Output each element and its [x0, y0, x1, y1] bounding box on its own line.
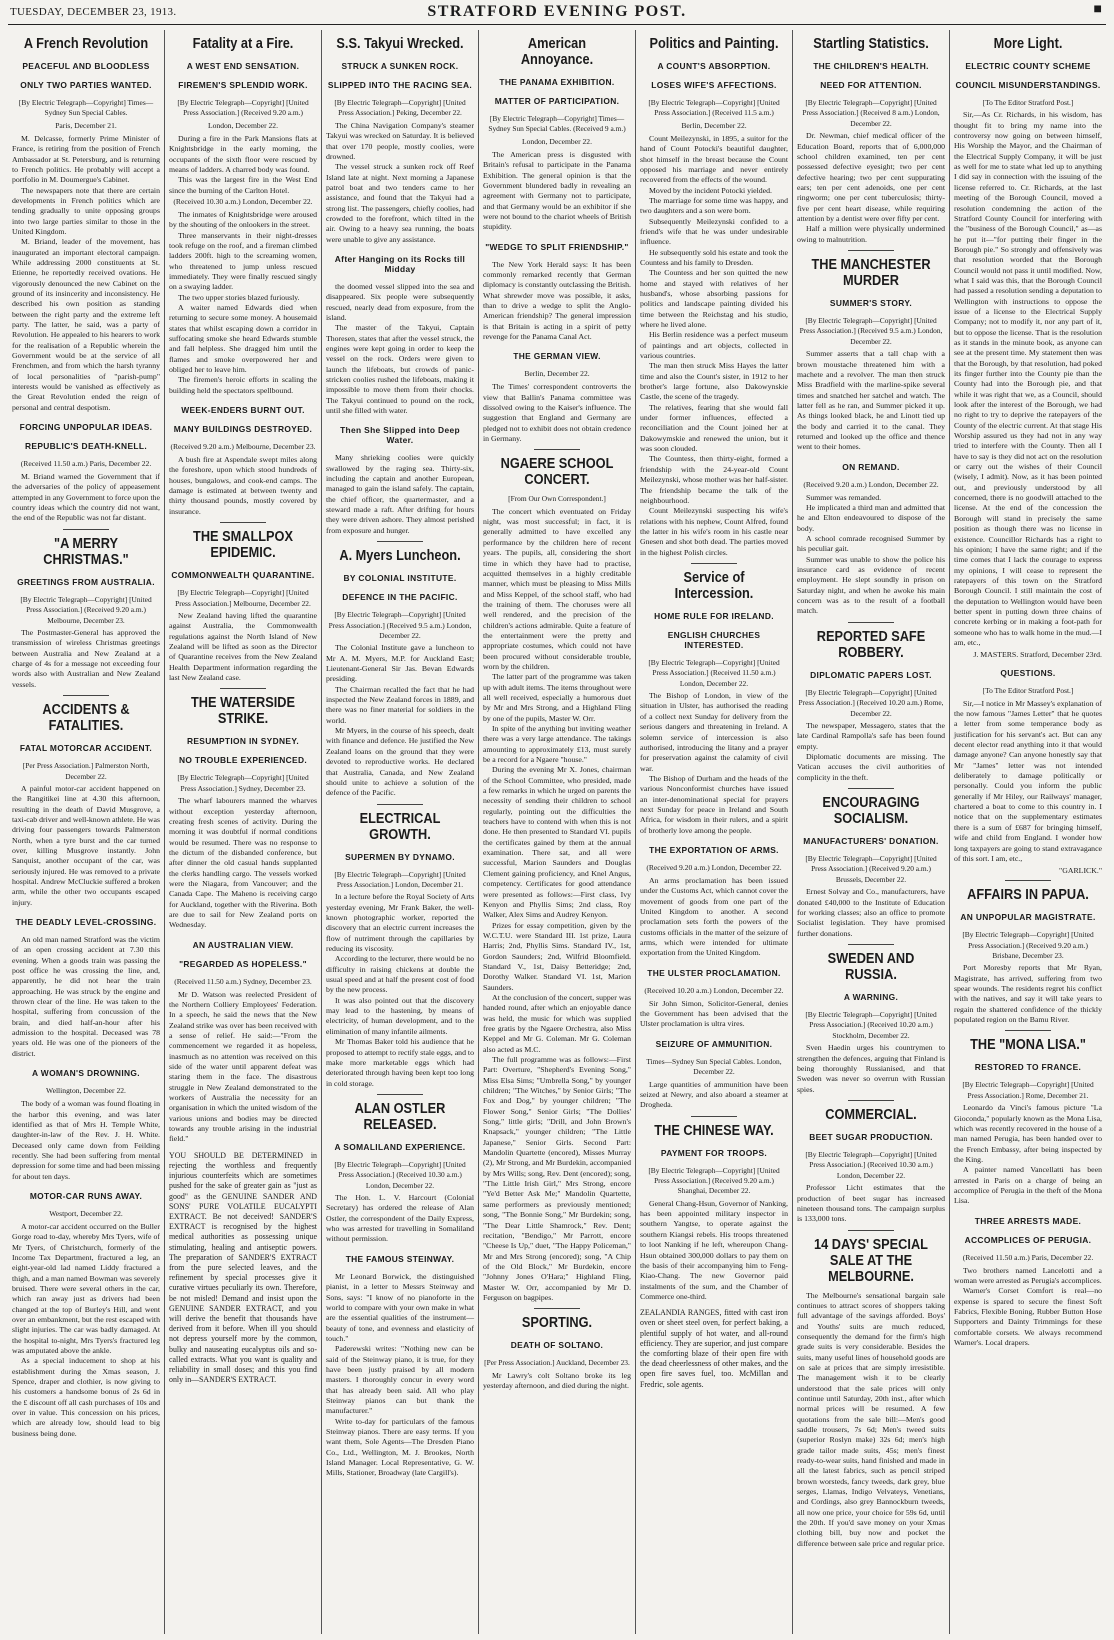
article-paragraph: The Countess, then thirty-eight, formed a friendship with the 24-year-old Count Meilezynski, whose mother was her half-sister. The friendship became the talk of the neighbourhood.: [640, 454, 788, 505]
subheading: THREE ARRESTS MADE.: [974, 1215, 1082, 1226]
cable-credit: [By Electric Telegraph—Copyright] Times—Sydney Sun Special Cables. (Received 9 a.m.): [488, 114, 626, 134]
article-paragraph: The newspapers note that there are certain developments in French politics which are tending gradually to unite opposing groups into two large parties similar to those in the United Kingdom.: [12, 185, 160, 236]
dateline: (Received 9.20 a.m.) Melbourne, December 23.: [170, 442, 316, 452]
subheading: ACCOMPLICES OF PERUGIA.: [964, 1234, 1092, 1245]
headline: ALAN OSTLER RELEASED.: [354, 1100, 446, 1133]
article-paragraph: the doomed vessel slipped into the sea and disappeared. Six people were subsequently rescued, nearly dead from exposure, from the island.: [326, 281, 474, 322]
subheading: FORCING UNPOPULAR IDEAS.: [19, 422, 153, 433]
headline: A. Myers Luncheon.: [339, 548, 461, 565]
article-paragraph: The firemen's heroic efforts in scaling the building held the spectators spellbound.: [169, 375, 317, 395]
article-paragraph: M. Delcasse, formerly Prime Minister of France, is retiring from the position of French Ambassador at St. Petersburg, and is returning to French politics. He probably will accept a portfolio in M. Doumergue's Cabinet.: [12, 133, 160, 185]
cable-credit: [By Electric Telegraph—Copyright] [United Press Association.] (Received 9.20 a.m.) Melbourne, December 23.: [20, 594, 152, 625]
article-paragraph: Mr Leonard Borwick, the distinguished pianist, in a letter to Messrs Steinway and Sons, says: "I know of no pianoforte in the world to compare with your own make in what are the essential qualities of the instrument—beauty of tone, and evenness and elasticity of touch.": [326, 1271, 474, 1343]
cable-credit: [By Electric Telegraph—Copyright] Times—Sydney Sun Special Cables.: [18, 98, 154, 118]
article-paragraph: The man then struck Miss Hayes the latter time and also the Count's sister, in 1912 to her brother's large fortune, also Dakowynskie Castle, the scene of the tragedy.: [640, 361, 788, 402]
subheading: THE EXPORTATION OF ARMS.: [649, 844, 779, 855]
cable-credit: [By Electric Telegraph—Copyright] [United Press Association.] (Received 10.30 a.m.) London, December 22.: [805, 1149, 937, 1180]
article-paragraph: The vessel struck a sunken rock off Reef Island late at night. Next morning a Japanese patrol boat and two tenders came to her assistance, and found that the Takyui had a strong list. The passengers, chiefly coolies, had crowded to the forefront, which tilted in the air. Owing to a heavy sea running, the boats were unable to give any assistance.: [326, 162, 474, 244]
subheading: BEET SUGAR PRODUCTION.: [809, 1131, 933, 1142]
article-paragraph: The inmates of Knightsbridge were aroused by the shouting of the onlookers in the street.: [169, 209, 317, 230]
article-paragraph: The Colonial Institute gave a luncheon to Mr A. M. Myers, M.P. for Auckland East; Lieutenant-General Sir Jas. Bevan Edwards presiding.: [326, 643, 474, 684]
section-rule: [848, 1230, 894, 1231]
article-paragraph: Warner's Corset Comfort is real—no expense is spared to secure the finest Soft Fabrics, Flexible Boning, Rubber Button Hose Supporters and Dainty Trimmings for these comfortable corsets. We always recommend Warner's. Local drapers.: [954, 1286, 1102, 1348]
subheading: DEATH OF SOLTANO.: [510, 1340, 604, 1351]
article-paragraph: The Times' correspondent controverts the view that Ballin's Panama committee was dissolved owing to the Kaiser's influence. The suggestion that England and Germany are pledged not to exhibit does not obtain credence in Germany.: [483, 382, 631, 444]
section-rule: [534, 1308, 580, 1309]
article-paragraph: New Zealand having lifted the quarantine against Australia, the Commonwealth regulations against the North Island of New Zealand will be lifted as soon as the Director of Quarantine receives from the New Zealand Health Department information regarding the last New Zealand case.: [169, 610, 317, 682]
article-paragraph: Two brothers named Lancelotti and a woman were arrested as Perugia's accomplices.: [954, 1265, 1102, 1286]
subheading: PAYMENT FOR TROOPS.: [660, 1147, 768, 1158]
article-paragraph: Port Moresby reports that Mr Ryan, Magistrate, has arrived, suffering from two spear wounds. The residents regret his conflict with the natives, and say it will take years to regain the shattered confidence of the thickly populated region on the Bamu River.: [954, 963, 1102, 1025]
section-rule: [220, 688, 266, 689]
cable-credit: [By Electric Telegraph—Copyright] [United Press Association.] (Received 9.20 a.m.) Brussels, December 22.: [805, 854, 937, 884]
cable-credit: [Per Press Association.] Auckland, December 23.: [484, 1358, 630, 1368]
cable-credit: [To The Editor Stratford Post.]: [982, 98, 1074, 107]
article-paragraph: As a special inducement to shop at his establishment during the Xmas season, J. Spence, draper and clothier, is now giving to his customers a handsome bonus of 2s 6d in the £ discount off all cash purchases of 10s and over in value. This concession on his prices, which are already low, should lead to big business being done.: [12, 1356, 160, 1438]
article-paragraph: Mr Lawry's colt Soltano broke its leg yesterday afternoon, and died during the night.: [483, 1370, 631, 1390]
article-paragraph: A waiter named Edwards died when returning to secure some money. A housemaid states that whilst escaping down a corridor in suffocating smoke she heard Edwards stumble and fall helpless. She dragged him until the flames and smoke overpowered her and obliged her to leave him.: [169, 302, 317, 375]
article-paragraph: Sir,—I notice in Mr Massey's explanation of the now famous "James Letter" that he quotes a letter from some temperance body as justification for his servant's act. But can any decent elector read anything into it that would damage anyone? Can anyone honestly say that Mr "James" letter was not intended deliberately to damage politically or personally. Could you inform the public generally if Mr Hiley, our Railways' manager, chartered a boat to come to this country in. I notice that on the supplementary estimates there is a sum of £687 for bringing himself, wife and child from England. I wonder how long taxpayers are going to stand extravagance of this sort. I am, etc.,: [954, 698, 1102, 863]
article-paragraph: Count Meilezynski suspecting his wife's relations with his nephew, Count Alfred, found the latter in his wife's room in his castle near Gnesen and shot both dead. The parties moved in the highest Polish circles.: [640, 506, 788, 557]
article-paragraph: The body of a woman was found floating in the harbor this evening, and was later identified as that of Mrs H. Temple White, daughter-in-law of the Rev. J. H. White. Deceased only came down from Feilding recently. She had been suffering from mental depression for some time and had been missing for about ten days.: [12, 1099, 160, 1181]
headline: S.S. Takyui Wrecked.: [336, 36, 464, 52]
news-column: [479, 30, 636, 1634]
subheading: SLIPPED INTO THE RACING SEA.: [327, 80, 473, 90]
subheading: DIPLOMATIC PAPERS LOST.: [810, 669, 932, 680]
subheading: SUMMER'S STORY.: [829, 298, 913, 308]
section-rule: [1005, 1030, 1051, 1031]
article-paragraph: He implicated a third man and admitted that he and Elton endeavoured to dispose of the body.: [797, 503, 945, 533]
corner-mark-icon: ■: [1093, 2, 1102, 17]
article-paragraph: Sir,—As Cr. Richards, in his wisdom, has thought fit to bring my name into the controversy now going on between himself, His Worship the Mayor, and the Chairman of the Electrical Supply Company, it will be just as well for me to state what led up to anything I did say in connection with the issuing of the license referred to. Cr. Richards, at the last meeting of the Borough Council, moved a resolution condemning the action of the Stratford County Council for interfering with the "business of the Borough Council," as—as he put it—"for putting their finger in the Borough pie." So strongly and offensively was that resolution worded that the Borough Council would not pass it until modified. Now, what I said was this, that the Borough Council had passed a resolution sending a deputation to Wellington with instructions to oppose the issue of a license to the Electrical Supply Company; not to modify it, nor any part of it, but to oppose the license. That is the resolution as it stands in the minute book, as anyone can see at the present time. My statement then was that the Borough, by that resolution, had poked its finger further into the County pie than the County had into the Borough pie, and that while it was right that we, as a Council, should look after the interest of the Borough, we had no right to try to deprive the ratepayers of the County of the electric current. At that stage His Worship assured us they had not in any way tried to interfere with the County. Then all I have to say is they did not act on the resolution or carry out the wishes of their Council (wisely, I admit). Now, as it has been pointed out, and previously understood by all concerned, there is no goodwill attached to the license. At the end of the concession the Borough will stand in precisely the same position as though there was no license in existence. Councillor Richards has a right to his opinion; I have the same right; and if the time comes that I lack the courage to express my opinions, I will cease to represent the ratepayers of this town on the Stratford Borough Council. I still maintain the cost of the deputation to Wellington would have been better spent in putting down three chains of concrete kerbing or in making a foot-path for someone who has to walk home in the mud.—I am, etc.,: [954, 110, 1102, 647]
article-paragraph: The American press is disgusted with Britain's refusal to participate in the Panama Exhibition. The general opinion is that the Government blundered badly in revealing an agreement with Germany not to participate, and that Germany would be an exhibitor if she were not bound to the chariot wheels of British stupidity.: [483, 149, 631, 232]
article-paragraph: M. Briand, leader of the movement, has inaugurated an important electoral campaign. While addressing 2000 constituents at St. Etienne, he reportedly received ovations. He vigorously denounced the new Cabinet on the ground of its insincerity and inconsistency. He described his own position as standing between the right party and the extreme left party. The latter, he said, was a party of Revolution. He appealed to his hearers to work for the realisation of a Republic wherein the Government would be at the service of all Frenchmen, and from which the harsh tyranny of local personalities of "parish-pump" interests would be vanished as effectively as the Great Revolution ended the reign of personal and central despotism.: [12, 237, 160, 412]
subheading: "WEDGE TO SPLIT FRIENDSHIP.": [485, 241, 629, 252]
article-paragraph: A painful motor-car accident happened on the Rangitikei line at 4.30 this afternoon, resulting in the death of David Musgrove, a taxi-cab driver and well-known athlete. He was driving four passengers towards Palmerston North, when a tyre burst and the car turned over, killing Musgrove instantly. John Sanquist, another occupant of the car, was seriously injured. He was removed to a private hospital. Andrew McCluckie suffered a broken arm, while the other two occupants escaped injury.: [12, 783, 160, 907]
article-paragraph: Summer was remanded.: [806, 492, 882, 502]
headline: Service of Intercession.: [674, 569, 754, 602]
cable-credit: [By Electric Telegraph—Copyright] [United Press Association.] Melbourne, December 22.: [175, 588, 311, 608]
article-paragraph: Leonardo da Vinci's famous picture "La Gioconda," popularly known as the Mona Lisa, which was recently recovered in the house of a man named Perugia, has been handed over to the French Embassy, after being inspected by the King.: [954, 1103, 1102, 1164]
subheading: NO TROUBLE EXPERIENCED.: [178, 755, 308, 766]
headline: THE WATERSIDE STRIKE.: [191, 695, 295, 728]
headline: THE CHINESE WAY.: [654, 1122, 774, 1139]
article-paragraph: Dr. Newman, chief medical officer of the Education Board, reports that of 6,000,000 school children examined, ten per cent possessed defective eyesight; two per cent defective hearing; two per cent suppurating ears; ten per cent adenoids, one per cent ringworm; one per cent tuberculosis; thirty-five per cent heart disease, while requiring attention by a dentist were over fifty per cent.: [797, 131, 945, 223]
article-paragraph: The concert which eventuated on Friday night, was most successful; in fact, it is generally admitted to have excelled any performance by the children here of recent years. The pupils, all, considering the short time in which they have had to practise, acquitted themselves in a highly creditable manner, which must be pleasing to Miss Mills and Miss Keppel, of the school staff, who had the training of them. The choruses were all well rendered, and the precision of the children's actions admirable. Quite a feature of the entertainment were the pretty and appropriate costumes, which could not have been procured without considerable trouble, worn by the children.: [483, 506, 631, 671]
headline: NGAERE SCHOOL CONCERT.: [500, 456, 614, 489]
article-paragraph: Write to-day for particulars of the famous Steinway pianos. There are easy terms. If you want them, Sole Agents—The Dresden Piano Co., Ltd., Wellington, M. J. Brookes, North Island Manager. Local Representative, G. W. Mills, Stationer, Broadway (late Cargill's).: [326, 1416, 474, 1478]
cable-credit: [By Electric Telegraph—Copyright] [United Press Association.] (Received 9.20 a.m.) Shanghai, December 22.: [648, 1165, 780, 1196]
headline: THE MANCHESTER MURDER: [811, 257, 931, 289]
advertisement: YOU SHOULD BE DETERMINED in rejecting the worthless and frequently injurious counterfeits which are sometimes pushed for the sake of greater gain as "just as good" as the GENUINE SANDER AND SONS' PURE VOLATILE EUCALYPTI EXTRACT. Be not deceived! SANDER'S EXTRACT is recognised by the highest medical authorities as possessing unique stimulating, healing and antiseptic powers. The preparation of SANDER'S EXTRACT from the pure selected leaves, and the refinement by special processes give it curative virtues peculiarly its own. Therefore, be not misled! Demand and insist upon the GENUINE SANDER EXTRACT, and you will derive the benefit that thousands have derived from it before. When ill you should not depress yourself more by the common, bulky and nauseating eucalyptus oils and so-called extracts. What you want is quality and reliability in small doses; and this you find only in—SANDER'S EXTRACT.: [169, 1150, 317, 1385]
article-paragraph: Diplomatic documents are missing. The Vatican accuses the civil authorities of complicity in the theft.: [797, 752, 945, 782]
subheading: COUNCIL MISUNDERSTANDINGS.: [955, 80, 1101, 90]
subheading: SEIZURE OF AMMUNITION.: [655, 1038, 773, 1049]
article-paragraph: An old man named Stratford was the victim of an open crossing accident at 7.30 this evening. When a goods train was passing the post office he was crossing the line, and, apparently, he did not hear the train approaching. He was struck by the engine and thrown clear of the line. He was taken to the hospital, suffering from concussion of the brain, and died half-an-hour after his admission to the hospital. Deceased was 78 years old. He was one of the pioneers of the district.: [12, 935, 160, 1058]
subheading: REPUBLIC'S DEATH-KNELL.: [24, 441, 147, 452]
dateline: (Received 9.20 a.m.) London, December 22.: [803, 479, 939, 489]
article-paragraph: The China Navigation Company's steamer Takyui was wrecked on Saturday. It is believed that over 170 people, mostly coolies, were drowned.: [326, 120, 474, 161]
dateline: (Received 11.50 a.m.) Paris, December 22.: [20, 459, 152, 469]
headline: SPORTING.: [521, 1315, 593, 1332]
article-paragraph: General Chang-Hsun, Governor of Nanking, has been appointed military inspector in southern Yangtse, to operate against the southern Kiangsi rebels. His troops threatened to loot Nanking if he left, whereupon Chang-Hsun obtained 300,000 dollars to pay them on the basis of their accompanying him to Feng-Kiao-Chang. The new Governor paid instalments of the sum, and the Chamber of Commerce one-third.: [640, 1198, 789, 1301]
subheading: "REGARDED AS HOPELESS.": [179, 958, 307, 969]
section-rule: [1005, 880, 1051, 881]
headline: Fatality at a Fire.: [192, 36, 294, 52]
subheading: ELECTRIC COUNTY SCHEME: [965, 61, 1091, 71]
article-paragraph: The latter part of the programme was taken up with adult items. The items throughout were all well received, especially a humorous duet by Mr and Mrs Strong, and a Highland Fling by one of the pupils, Master W. Orr.: [483, 672, 631, 723]
subheading: FIREMEN'S SPLENDID WORK.: [178, 80, 308, 90]
article-paragraph: The Bishop of Durham and the heads of the various Nonconformist churches have issued an inter-denominational special for prayers next Sunday for peace in Ireland and South Africa, for wisdom in their rulers, and a spirit of brotherly love among the people.: [640, 773, 788, 835]
subheading: THE GERMAN VIEW.: [513, 351, 601, 362]
article-paragraph: An arms proclamation has been issued under the Customs Act, which cannot cover the movement of goods from one part of the United Kingdom to another. A second proclamation sets forth the powers of the customs officials in the matter of the seizure of arms, which were intended for ultimate exportation from the United Kingdom.: [640, 875, 788, 958]
article-paragraph: Sir John Simon, Solicitor-General, denies the Government has been advised that the Ulster proclamation is ultra vires.: [640, 998, 788, 1029]
news-column: [165, 30, 322, 1634]
subheading: A WARNING.: [843, 992, 899, 1002]
news-column: [793, 30, 950, 1634]
article-paragraph: In spite of the anything but inviting weather there was a very large attendance. The takings amounting to approximately £13, must surely be a record for a Ngaere "house.": [483, 724, 631, 765]
subheading: MOTOR-CAR RUNS AWAY.: [29, 1190, 143, 1201]
cable-credit: [By Electric Telegraph—Copyright] [United Press Association.] (Received 10.20 a.m.) Rome, December 22.: [798, 687, 944, 718]
subheading: SUPERMEN BY DYNAMO.: [345, 851, 455, 862]
article-paragraph: The Hon. L. V. Harcourt (Colonial Secretary) has ordered the release of Alan Ostler, the correspondent of the Daily Express, who was arrested for travelling in Somaliland without permission.: [326, 1193, 474, 1244]
article-paragraph: His Berlin residence was a perfect museum of paintings and art objects, collected in various countries.: [640, 330, 788, 361]
article-paragraph: Mr Myers, in the course of his speech, dealt with finance and defence. He justified the New Zealand loans on the ground that they were devoted to reproductive works. He declared that Australia, Canada, and New Zealand should unite to achieve a solution of the defence of the Pacific.: [326, 726, 474, 798]
section-rule: [377, 541, 423, 542]
subheading: RESTORED TO FRANCE.: [974, 1062, 1082, 1073]
subheading: THE DEADLY LEVEL-CROSSING.: [15, 917, 157, 928]
subheading: COMMONWEALTH QUARANTINE.: [171, 570, 315, 581]
article-paragraph: Professor Licht estimates that the production of beet sugar has increased nineteen thousand tons. The campaign surplus is 133,000 tons.: [797, 1183, 945, 1224]
article-paragraph: It was also pointed out that the discovery may lead to the hastening, by means of electricity, of human development, and to the elimination of many infantile ailments.: [326, 995, 474, 1036]
headline: THE SMALLPOX EPIDEMIC.: [193, 529, 293, 562]
dateline: Berlin, December 22.: [681, 120, 747, 130]
article-paragraph: The full programme was as follows:—First Part: Overture, "Shepherd's Evening Song," Miss Elsa Sims; "Umbrella Song," by younger children; "The Witches," by Senior Girls; "The Fox and Dog," by younger children; "The Flower Song," Senior Girls; "The Dollies' Song," little girls; "Drill, and John Brown's Knapsack," younger children; "The Little Japanese," Senior Girls. Second Part: Mandolin Quartette (encored), Misses Murray (2), Mr Strong, and Mr Burdekin, accompanied by Mrs Wills; song, Rev. Dent (encored); song, "The Little Irish Girl," Mrs Strong, encore "Ye'd Better Ask Me;" Mandolin Quartette, same performers as previously mentioned; song, "The Bonnie Song," Mr Burdekin; song, "The Dear Little Shamrock," Rev. Dent; recitation, "Bendigo," Mr Parrott, encore "Cheese Is Up," duet, "The Happy Policeman," Mr and Mrs Strong (encored); song, "A Chip of the Old Block," Mr Burdekin, encore "Johnny Jones O'Hara;" Highland Fling, Master W. Orr, accompanied by Mr D. Ferguson on bagpipes.: [483, 1055, 631, 1302]
article-paragraph: A school comrade recognised Summer by his peculiar gait.: [797, 534, 945, 554]
subheading: AN AUSTRALIAN VIEW.: [192, 939, 294, 950]
subheading: ONLY TWO PARTIES WANTED.: [20, 80, 152, 90]
headline: Politics and Painting.: [649, 36, 779, 52]
subheading: FATAL MOTORCAR ACCIDENT.: [19, 743, 153, 754]
article-paragraph: During a fire in the Park Mansions flats at Knightsbridge in the early morning, the occupants of the sixth floor were rescued by means of ladders. A charred body was found.: [169, 133, 317, 174]
letter-signature: "GARLICK.": [1059, 866, 1102, 876]
subheading: Then She Slipped into Deep Water.: [340, 425, 460, 446]
advertisement: ZEALANDIA RANGES, fitted with cast iron oven or sheet steel oven, for perfect baking, a plentiful supply of hot water, and all-round efficiency. They are superior, and just compare the comforting blaze of their open fire with the dead cheerlessness of other makes, and the open fire saves fuel, too. McMillan and Fredric, sole agents.: [640, 1308, 788, 1389]
article-paragraph: A painter named Vancellatti has been arrested in Paris on a charge of being an accomplice of Perugia in the theft of the Mona Lisa.: [954, 1165, 1102, 1206]
subheading: MANY BUILDINGS DESTROYED.: [173, 424, 313, 435]
section-rule: [377, 804, 423, 805]
section-rule: [691, 1116, 737, 1117]
article-paragraph: In a lecture before the Royal Society of Arts yesterday evening, Mr Frank Baker, the well-known photographic worker, reported the discovery that an electric current increases the flow of nutriment through the capillaries by reducing its viscosity.: [326, 892, 474, 954]
article-paragraph: Mr Thomas Baker told his audience that he proposed to attempt to rectify stale eggs, and to make more marketable eggs which had deteriorated through having been kept too long in cold storage.: [326, 1037, 474, 1088]
dateline: London, December 22.: [207, 120, 278, 130]
section-rule: [848, 788, 894, 789]
article-paragraph: The Bishop of London, in view of the situation in Ulster, has authorised the reading of a collect next Sunday for delivery from the serious dangers and threatening in Ireland. A solemn service of intercession is also authorised, introducing the litany and a prayer for preservation against the calamity of civil war.: [640, 691, 788, 773]
article-paragraph: The New York Herald says: It has been commonly remarked recently that German diplomacy is constantly outclassing the British. What shrewder move was possible, it asks, than to drive a wedge to split the Anglo-American friendship? The general impression is that Britain is acting in a spirit of petty revenge for the Panama Canal Act.: [483, 259, 631, 341]
article-paragraph: The wharf labourers manned the wharves without exception yesterday afternoon, creating fresh scenes of activity. During the morning it was doubtful if normal conditions would be resumed. There was no response to the dictum of the disbanded conference, but after dinner the old casual hands supplanted the clerks handling cargo. The vessels worked were the Niagara, from Vancouver; and the Canada Cape. The Maheno is receiving cargo for Auckland, together with the Riverina. Both are due to sail for New Zealand ports on Wednesday.: [169, 796, 317, 930]
subheading: BY COLONIAL INSTITUTE.: [343, 573, 457, 584]
article-paragraph: Mr D. Watson was reelected President of the Northern Colliery Employees' Federation. In a speech, he said the news that the New Zealand strike was over has been received with a sense of relief. He said:—"From the commencement we regarded it as hopeless, inasmuch as no attention was received on this side of the water until apparent defeat was staring them in the face. The disastrous struggle in New Zealand demonstrated to the workers of Australia the necessity for an organisation in which the united wisdom of the various unions and bodies may be directed towards any trouble arising in the industrial field.": [169, 989, 317, 1144]
article-paragraph: During the evening Mr X. Jones, chairman of the School Committee, who presided, made a few remarks in which he urged on parents the necessity of sending their children to school regularly, pointing out the difficulties the teachers have to contend with when this is not done. He then presented to Standard VI. pupils the certificates gained by them at the annual examination. There sat, and all were successful, Marion Saunders and Douglas Clement gaining proficiency, and Knel Angus, competency. Certificates for good attendance were presented as follows:—First class, Ivy Kenyon and Phyllis Sims; 2nd class, Roy Walker, Alex Sims and Audrey Kenyon.: [483, 765, 631, 920]
section-rule: [848, 250, 894, 251]
article-paragraph: According to the lecturer, there would be no difficulty in raising chickens at double the usual speed and at half the present cost of food by the new process.: [326, 954, 474, 995]
dateline: (Received 9.20 a.m.) London, December 22.: [646, 862, 782, 872]
subheading: THE ULSTER PROCLAMATION.: [647, 967, 781, 978]
article-paragraph: Count Meilezynski, in 1895, a suitor for the hand of Count Potocki's beautiful daughter, shot himself in the breast because the Count opposed his marriage and never entirely recovered from the effects of the wound.: [640, 133, 788, 185]
cable-credit: [By Electric Telegraph—Copyright] [United Press Association.] (Received 9.20 a.m.) Brisbane, December 23.: [962, 930, 1094, 960]
subheading: WEEK-ENDERS BURNT OUT.: [181, 405, 305, 416]
subheading: THE CHILDREN'S HEALTH.: [813, 61, 929, 71]
subheading: AN UNPOPULAR MAGISTRATE.: [960, 912, 1096, 923]
article-paragraph: At the conclusion of the concert, supper was handed round, after which an enjoyable dance was held, the music for which was supplied free gratis by the Ngaere Orchestra, also Miss Keppel and Mr G. Coleman. Mr G. Coleman also acted as M.C.: [483, 992, 631, 1054]
dateline: (Received 10.20 a.m.) London, December 22.: [644, 985, 784, 995]
cable-credit: [By Electric Telegraph—Copyright] [United Press Association.] (Received 10.30 a.m.) London, December 22.: [334, 1159, 466, 1190]
article-paragraph: The Chairman recalled the fact that he had inspected the New Zealand forces in 1889, and there was no finer material for soldiers in the world.: [326, 684, 474, 725]
headline: SWEDEN AND RUSSIA.: [827, 951, 915, 983]
news-column: [636, 30, 793, 1634]
headline: AFFAIRS IN PAPUA.: [967, 887, 1089, 904]
masthead: [8, 2, 1106, 25]
letter-signature: J. MASTERS. Stratford, December 23rd.: [973, 650, 1102, 660]
subheading: PEACEFUL AND BLOODLESS: [22, 61, 150, 71]
cable-credit: [By Electric Telegraph—Copyright] [United Press Association.] Peking, December 22.: [334, 98, 466, 118]
subheading: MANUFACTURERS' DONATION.: [803, 836, 939, 847]
headline: 14 DAYS' SPECIAL SALE AT THE MELBOURNE.: [814, 1236, 928, 1285]
cable-credit: [By Electric Telegraph—Copyright] [United Press Association.] (Received 8 a.m.) London, December 22.: [802, 98, 940, 128]
headline: THE "MONA LISA.": [970, 1037, 1086, 1054]
subheading: A WOMAN'S DROWNING.: [32, 1068, 140, 1079]
headline: REPORTED SAFE ROBBERY.: [816, 628, 926, 661]
article-paragraph: Moved by the incident Potocki yielded.: [649, 185, 772, 195]
article-paragraph: This was the largest fire in the West End since the burning of the Carlton Hotel.: [169, 175, 317, 195]
subheading: After Hanging on its Rocks till Midday: [334, 253, 466, 274]
section-rule: [220, 522, 266, 523]
subheading: THE FAMOUS STEINWAY.: [345, 1253, 455, 1264]
article-paragraph: The Melbourne's sensational bargain sale continues to attract scores of shoppers taking full advantage of the savings afforded. Boys' and Youths' suits are much reduced, consequently the demand for the firm's high grade suits is very considerable. Besides the suits, many useful lines of household goods are on sale at prices that are simply irresistible. The management wish it to be clearly understood that the sale prices will only continue until Saturday, 20th inst., after which normal prices will be resumed. A few quotations from the sale bill:—Men's good saddle trousers, 7s 6d; Men's tweed suits (superior Roslyn make) 32s 6d; men's high grade tailor made suits, 45s; men's finest ready-to-wear suits, hand finished and made in all the latest fabrics, such as pencil striped brown worsteds, fancy tweeds, dark grey, blue serges, Llamas, Indigo Velvateys, Venetians, and Cordings, also grey Bannockburn tweeds, all now one price, your choice for 59s 6d, until the 20th. If you'd save money on your Xmas clothing bill, buy now and pocket the difference between sale price and regular price.: [797, 1290, 945, 1548]
headline: ELECTRICAL GROWTH.: [359, 810, 441, 843]
article-paragraph: A bush fire at Aspendale swept miles along the foreshore, upon which stood hundreds of houses, bungalows, and cook-end camps. The damage is estimated at between twenty and thirty thousand pounds, mostly covered by insurance.: [169, 455, 317, 516]
section-rule: [848, 944, 894, 945]
subheading: LOSES WIFE'S AFFECTIONS.: [651, 80, 777, 90]
section-rule: [63, 529, 109, 530]
section-rule: [848, 1100, 894, 1101]
news-columns: [8, 30, 1106, 1634]
cable-credit: [By Electric Telegraph—Copyright] [United Press Association.] Sydney, December 23.: [177, 773, 309, 793]
cable-credit: [By Electric Telegraph—Copyright] [United Press Association.] (Received 9.5 a.m.) London, December 22.: [799, 316, 943, 346]
article-paragraph: The Countess and her son quitted the new home and stayed with relatives of her husband's, whose absorbing passions for politics and landscape painting divided his time between the Reichstag and his studio, where he lived alone.: [640, 268, 788, 329]
subheading: THE PANAMA EXHIBITION.: [499, 77, 615, 87]
cable-credit: [By Electric Telegraph—Copyright] [United Press Association.] London, December 21.: [334, 869, 466, 889]
section-rule: [848, 622, 894, 623]
subheading: A SOMALILAND EXPERIENCE.: [334, 1141, 466, 1152]
headline: ENCOURAGING SOCIALISM.: [822, 795, 920, 828]
headline: "A MERRY CHRISTMAS.": [43, 535, 129, 568]
subheading: NEED FOR ATTENTION.: [820, 80, 922, 90]
subheading: A COUNT'S ABSORPTION.: [657, 61, 771, 71]
article-paragraph: Three manservants in their night-dresses took refuge on the roof, and a fireman climbed ladders 200ft. high to the screaming women, who threatened to jump unless rescued immediately. They were finally rescued singly on a swaying ladder.: [169, 230, 317, 292]
cable-credit: [By Electric Telegraph—Copyright] [United Press Association.] Rome, December 21.: [962, 1080, 1094, 1100]
cable-credit: Times—Sydney Sun Special Cables. London, December 22.: [646, 1056, 782, 1077]
cable-credit: [Per Press Association.] Palmerston North, December 22.: [22, 761, 150, 781]
section-rule: [63, 695, 109, 696]
newspaper-title: STRATFORD EVENING POST.: [427, 3, 687, 20]
article-paragraph: Half a million were physically undermined owing to malnutrition.: [797, 224, 945, 244]
headline: ACCIDENTS & FATALITIES.: [42, 702, 130, 735]
subheading: QUESTIONS.: [1000, 668, 1056, 679]
section-rule: [377, 1094, 423, 1095]
article-paragraph: Summer asserts that a tall chap with a brown moustache threatened him with a machete and a revolver. The man then struck Miss Bradfield with the marline-spike several times and snatched her satchel and watch. The latter fell as he ran, and Summer picked it up. As things looked black, he and Linott tied up the body and carried it to the canal. They returned and looked up the office and thence went to their homes.: [797, 349, 945, 452]
dateline: (Received 10.30 a.m.) London, December 22.: [173, 196, 313, 206]
subheading: GREETINGS FROM AUSTRALIA.: [17, 576, 155, 587]
article-paragraph: Large quantities of ammunition have been seized at Newry, and also aboard a steamer at Drogheda.: [640, 1079, 788, 1110]
article-paragraph: Sven Haedin urges his countrymen to strengthen the defences, arguing that Finland is being thoroughly Russianised, and that Sweden was never so overrun with Russian spies.: [797, 1043, 945, 1094]
headline: Startling Statistics.: [813, 36, 929, 52]
section-rule: [534, 449, 580, 450]
cable-credit: [By Electric Telegraph—Copyright] [United Press Association.] (Received 9.20 a.m.): [177, 98, 309, 118]
cable-credit: [By Electric Telegraph—Copyright] [United Press Association.] (Received 9.5 a.m.) London, December 22.: [328, 610, 472, 640]
article-paragraph: Prizes for essay competition, given by the W.C.T.U. were Standard III. 1st prize, Laura Harris; 2nd, Phyllis Sims. Standard IV., 1st, Gordon Saunders; 2nd, Wilfrid Bloomfield. Standard V., 1st, Daisy Betteridge; 2nd, Dorothy Walker. Standard VI. 1st, Marion Saunders.: [483, 920, 631, 992]
article-paragraph: The master of the Takyui, Captain Thoresen, states that after the vessel struck, the engines were kept going in order to keep the vessel on the rock. Orders were given to launch the lifeboats, but crowds of panic-stricken coolies rushed the lifeboats, making it impossible to move them from their chocks. The Takyui continued to pound on the rock, until she filled with water.: [326, 323, 474, 416]
article-paragraph: Ernest Solvay and Co., manufacturers, have donated £40,000 to the Institute of Education for working classes; also an office to promote Socialist legislation. They have promised further donations.: [797, 887, 945, 938]
article-paragraph: The relatives, fearing that she would fall under former influences, effected a reconciliation and the Count joined her at Dakowymskie and renewed the union, but it was soon clouded.: [640, 402, 788, 454]
dateline: Westport, December 22.: [49, 1208, 123, 1218]
subheading: ON REMAND.: [842, 461, 900, 472]
headline: American Annoyance.: [520, 36, 594, 68]
article-paragraph: Many shrieking coolies were quickly swallowed by the raging sea. Thirty-six, including the captain and another European, managed to gain the island safely. The captain, the chief officer, the quartermaster, and a steward made a raft. After drifting for hours they were driven ashore. They almost perished from exposure and hunger.: [326, 453, 474, 535]
subheading: MATTER OF PARTICIPATION.: [494, 96, 620, 106]
headline: More Light.: [993, 36, 1063, 52]
issue-date: TUESDAY, DECEMBER 23, 1913.: [10, 6, 177, 18]
cable-credit: [To The Editor Stratford Post.]: [982, 686, 1074, 696]
subheading: DEFENCE IN THE PACIFIC.: [342, 592, 458, 603]
subheading: ENGLISH CHURCHES INTERESTED.: [667, 629, 761, 650]
headline: COMMERCIAL.: [825, 1106, 917, 1123]
article-paragraph: M. Briand warned the Government that if the adversaries of the policy of appeasement attempted in any Government to force upon the country ideas which the country did not want, the end of the Republic was not far distant.: [12, 472, 160, 523]
subheading: A WEST END SENSATION.: [186, 61, 300, 71]
subheading: STRUCK A SUNKEN ROCK.: [341, 61, 459, 71]
dateline: Berlin, December 22.: [524, 369, 590, 379]
dateline: (Received 11.50 a.m.) Sydney, December 23.: [174, 976, 312, 986]
article-paragraph: Summer was unable to show the police his insurance card as evidence of recent employment. He slept soundly in prison on Saturday night, and when he awoke his main concern was as to the result of a football match.: [797, 554, 945, 616]
headline: A French Revolution: [23, 36, 149, 52]
dateline: London, December 22.: [521, 136, 592, 146]
news-column: [322, 30, 479, 1634]
article-paragraph: A motor-car accident occurred on the Buller Gorge road to-day, whereby Mrs Tyers, wife of Mr Tyers, of Christchurch, formerly of the Income Tax Department, fractured a leg, an eight-year-old lad named Liddy fractured a thigh, and a man named Bowman was severely bruised. There were several others in the car, which ran away just as drivers had been changed at the top of Burley's Hill, and went over an embankment, but the rest escaped with slight injuries. The car was badly damaged. At the hospital to-night, Mrs Tyers's fractured leg was amputated above the ankle.: [12, 1221, 160, 1356]
article-paragraph: The marriage for some time was happy, and two daughters and a son were born.: [640, 195, 788, 216]
subheading: HOME RULE FOR IRELAND.: [654, 610, 774, 621]
dateline: (Received 11.50 a.m.) Paris, December 22.: [962, 1252, 1094, 1262]
article-paragraph: Paderewski writes: "Nothing new can be said of the Steinway piano, it is true, for they have been justly praised by all modern masters. I thoroughly concur in every word that has already been said. All who play Steinway pianos can but thank the manufacturer.": [326, 1344, 474, 1416]
article-paragraph: Subsequently Meilezynski confided to a friend's wife that he was under undesirable influence.: [640, 216, 788, 247]
dateline: Paris, December 21.: [55, 120, 117, 130]
news-column: [8, 30, 165, 1634]
cable-credit: [From Our Own Correspondent.]: [508, 494, 606, 504]
article-paragraph: The two upper stories blazed furiously.: [178, 292, 300, 302]
article-paragraph: The Postmaster-General has approved the transmission of wireless Christmas greetings between Australia and New Zealand at a charge of 4s for a message not exceeding four words also with Australian and New Zealand vessels.: [12, 628, 160, 689]
news-column: [950, 30, 1106, 1634]
article-paragraph: He subsequently sold his estate and took the Countess and his family to Dresden.: [640, 247, 788, 267]
cable-credit: [By Electric Telegraph—Copyright] [United Press Association.] (Received 11.5 a.m.): [648, 98, 780, 118]
section-rule: [691, 563, 737, 564]
article-paragraph: The newspaper, Messagero, states that the late Cardinal Rampolla's safe has been found empty.: [797, 721, 945, 751]
subheading: RESUMPTION IN SYDNEY.: [186, 736, 300, 747]
dateline: Wellington, December 22.: [46, 1086, 126, 1096]
cable-credit: [By Electric Telegraph—Copyright] [United Press Association.] (Received 11.50 a.m.) London, December 22.: [648, 657, 780, 688]
cable-credit: [By Electric Telegraph—Copyright] [United Press Association.] (Received 10.20 a.m.) Stockholm, December 22.: [805, 1010, 937, 1040]
